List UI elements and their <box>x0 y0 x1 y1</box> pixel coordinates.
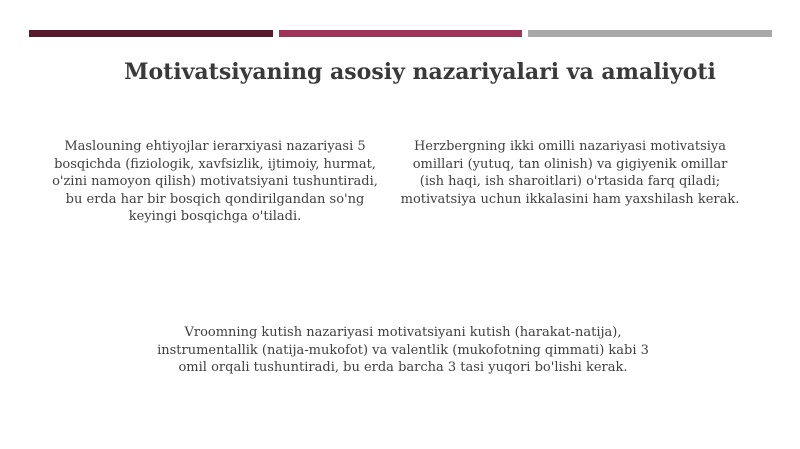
herzberg-theory-text: Herzbergning ikki omilli nazariyasi motivatsiya omillari (yutuq, tan olinish) va gigiyenik omillar (ish haqi, ish sharoitlari) o'rtasida farq qiladi; motivatsiya uchun ikkalasini ham yaxshilash kerak. <box>400 139 740 207</box>
accent-bar-left <box>29 30 273 37</box>
accent-bar-middle <box>279 30 522 37</box>
vroom-theory-text: Vroomning kutish nazariyasi motivatsiyani kutish (harakat-natija), instrumentallik (natija-mukofot) va valentlik (mukofotning qimmati) kabi 3 omil orqali tushuntiradi, bu erda barcha 3 tasi yuqori bo'lishi kerak. <box>157 325 649 375</box>
slide-title: Motivatsiyaning asosiy nazariyalari va amaliyoti <box>124 59 716 85</box>
accent-bar-right <box>528 30 772 37</box>
maslow-theory-text: Maslouning ehtiyojlar ierarxiyasi nazariyasi 5 bosqichda (fiziologik, xavfsizlik, ijtimoiy, hurmat, o'zini namoyon qilish) motivatsiyani tushuntiradi, bu erda har bir bosqich qondirilgandan so'ng keyingi bosqichga o'tiladi. <box>52 139 378 224</box>
